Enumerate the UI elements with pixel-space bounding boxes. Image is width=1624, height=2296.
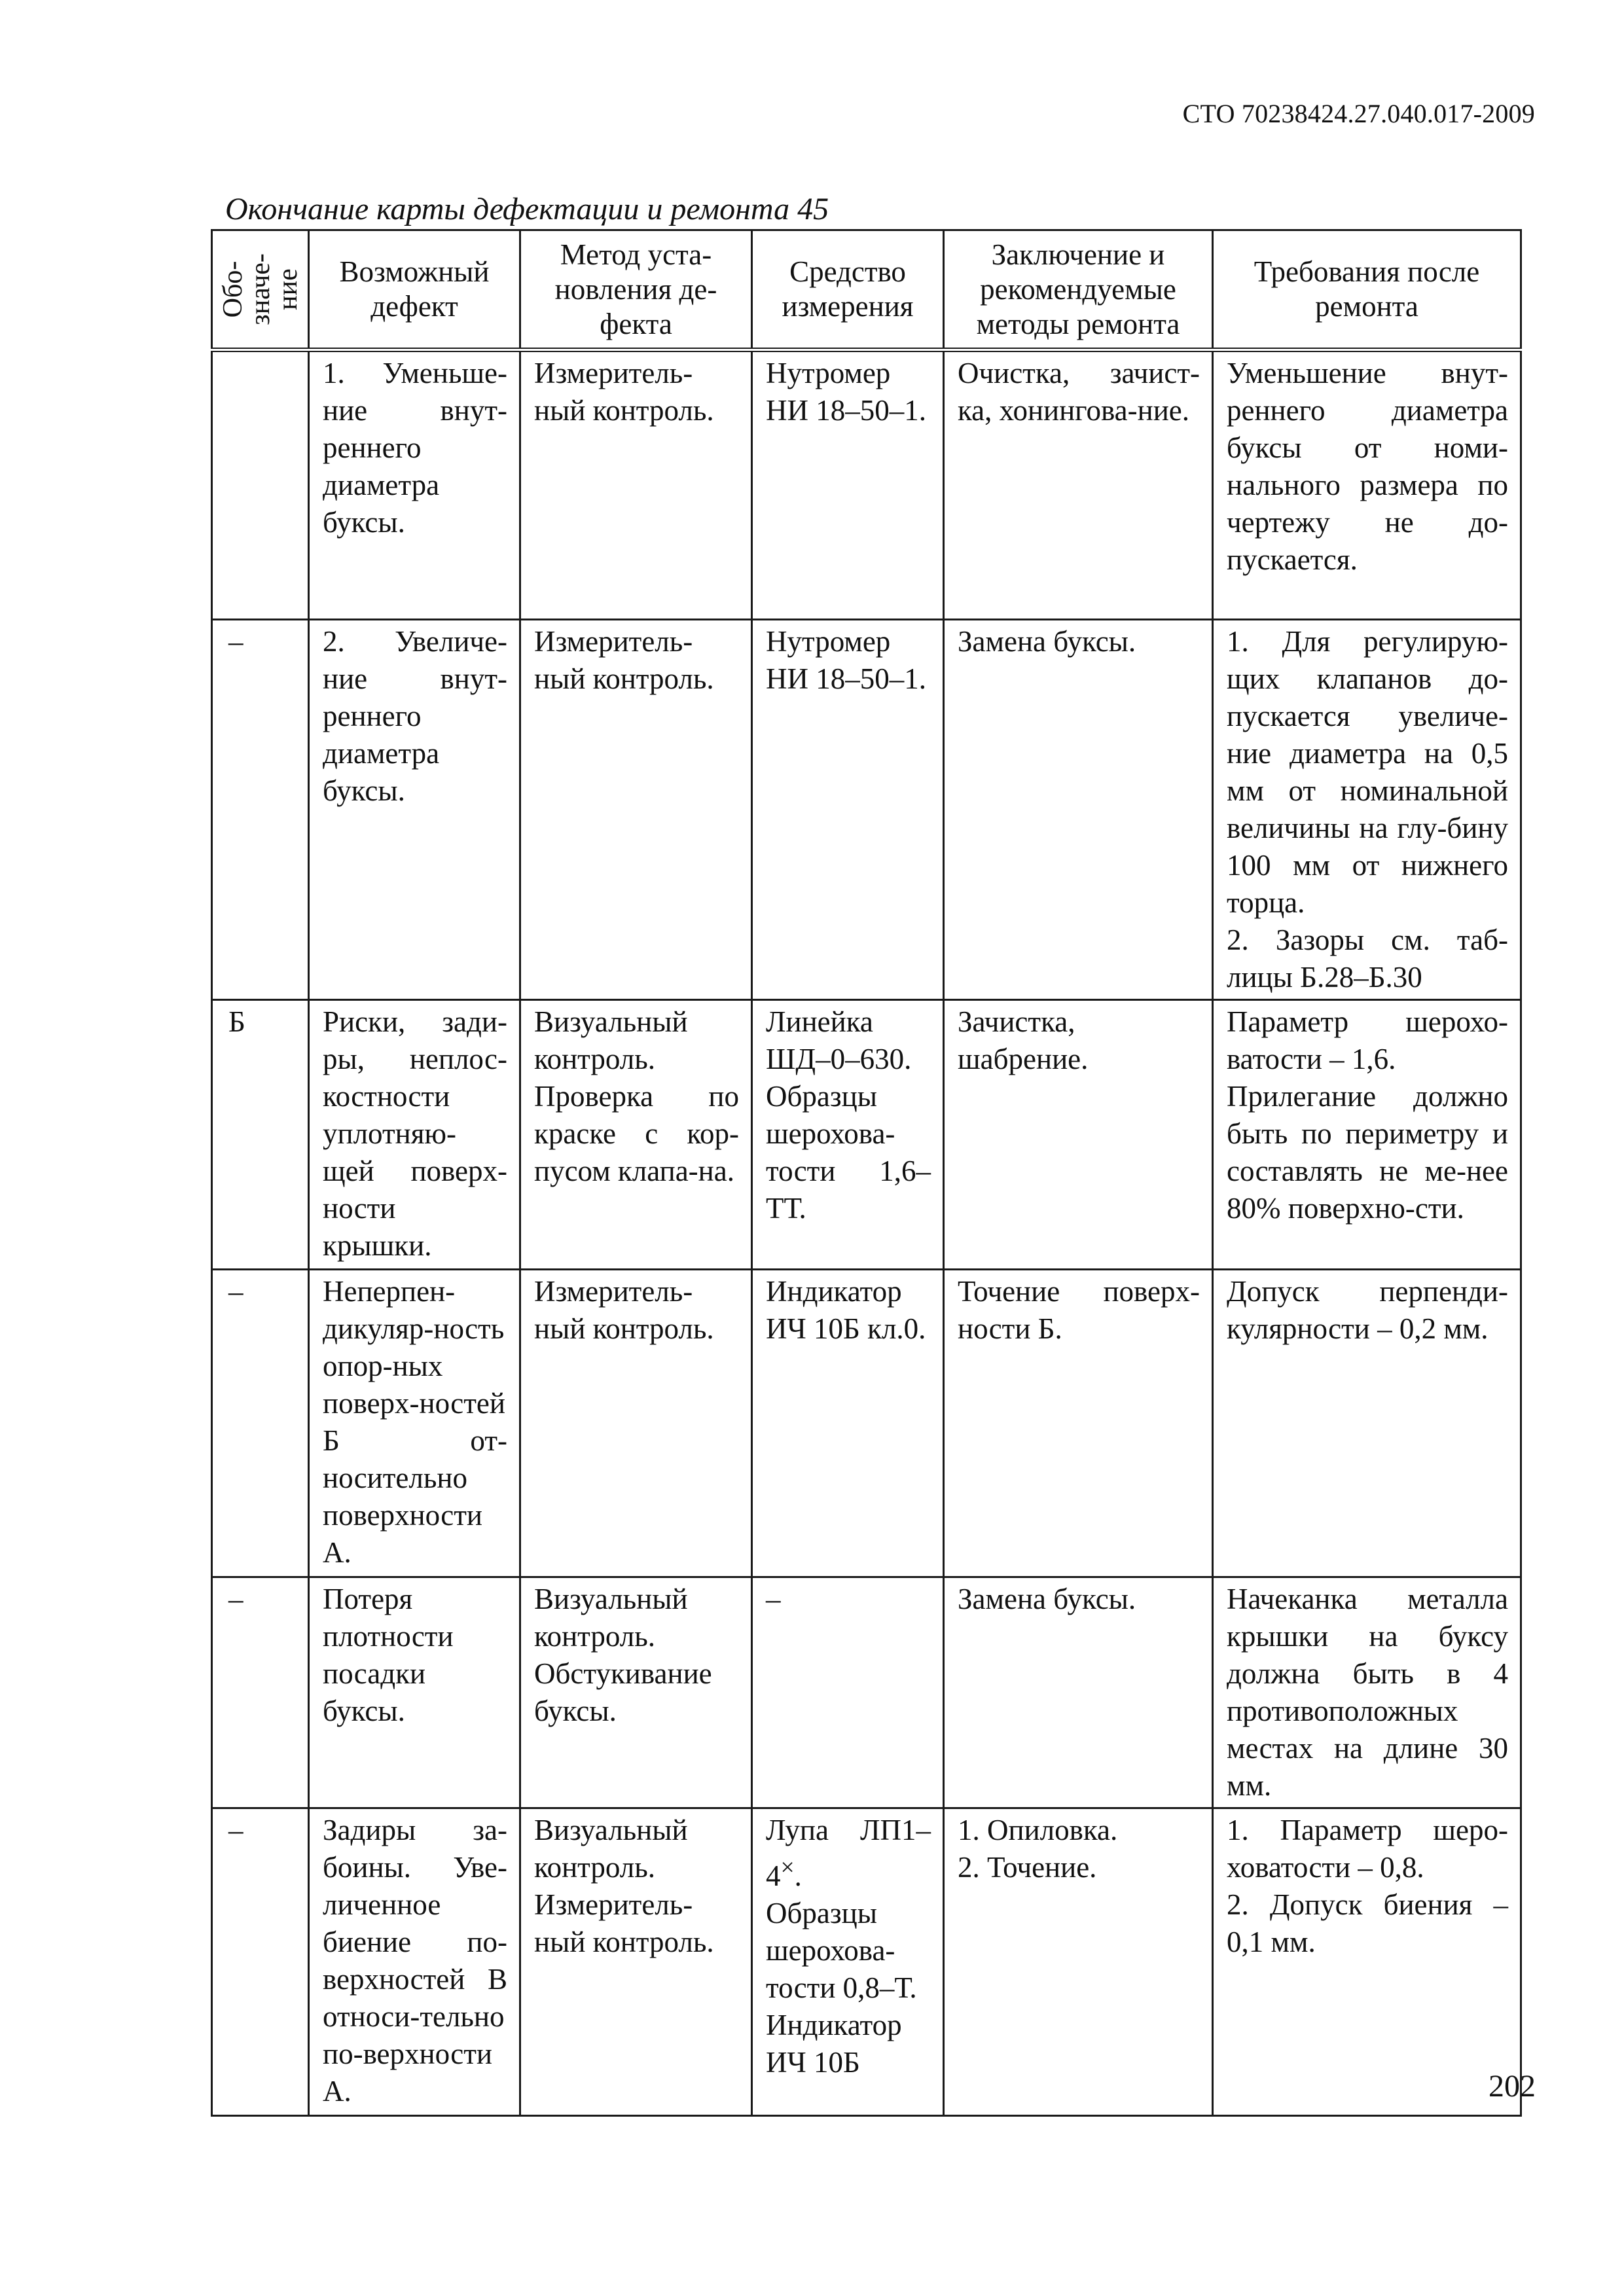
cell-designation: Б	[212, 1000, 309, 1270]
page-number: 202	[1489, 2069, 1536, 2104]
cell-method	[520, 1000, 752, 1270]
cell-designation: –	[212, 1577, 309, 1808]
magnification-mark: ×	[780, 1854, 795, 1881]
header-designation-line: Обо-	[217, 260, 248, 318]
cell-defect: Потеря плотности посадки буксы.	[309, 1577, 520, 1808]
instrument-item: Индикатор ИЧ 10Б	[766, 2009, 902, 2079]
header-defect: Возможный дефект	[309, 230, 520, 350]
cell-requirements	[1213, 1000, 1521, 1270]
cell-method: Измеритель-ный контроль.	[520, 620, 752, 1000]
cell-designation: –	[212, 1270, 309, 1577]
cell-repair	[944, 1808, 1213, 2116]
method-item: Измеритель-ный контроль.	[534, 1888, 714, 1958]
instrument-period: .	[794, 1859, 802, 1892]
cell-defect: Задиры за-боины. Уве-личенное биение по-верхностей В относи-тельно по-верхности А.	[309, 1808, 520, 2116]
header-designation-line: значе-	[245, 253, 276, 325]
table-row	[212, 620, 1521, 1000]
requirement-item: 2. Зазоры см. таб-лицы Б.28–Б.30	[1227, 924, 1508, 994]
repair-item: 2. Точение.	[958, 1851, 1097, 1884]
cell-instrument: Нутромер НИ 18–50–1.	[752, 620, 944, 1000]
cell-repair: Зачистка, шабрение.	[944, 1000, 1213, 1270]
table-row	[212, 1808, 1521, 2116]
cell-designation: –	[212, 620, 309, 1000]
requirement-item: Параметр шерохо-ватости – 1,6.	[1227, 1005, 1508, 1075]
cell-method: Измеритель-ный контроль.	[520, 1270, 752, 1577]
cell-requirements	[1213, 1808, 1521, 2116]
table-row	[212, 1577, 1521, 1808]
cell-instrument	[752, 1808, 944, 2116]
cell-instrument: Нутромер НИ 18–50–1.	[752, 350, 944, 620]
requirement-item: 2. Допуск биения – 0,1 мм.	[1227, 1888, 1508, 1958]
repair-item: 1. Опиловка.	[958, 1814, 1118, 1846]
cell-requirements: Начеканка металла крышки на буксу должна быть в 4 противоположных местах на длине 30 мм.	[1213, 1577, 1521, 1808]
cell-defect: 2. Увеличе-ние внут-реннего диаметра буксы.	[309, 620, 520, 1000]
cell-defect: Риски, зади-ры, неплос-костности уплотняю-щей поверх-ности крышки.	[309, 1000, 520, 1270]
method-item: Визуальный контроль.	[534, 1583, 688, 1653]
method-item: Проверка по краске с кор-пусом клапа-на.	[534, 1080, 739, 1187]
table-row	[212, 1270, 1521, 1577]
cell-repair: Замена буксы.	[944, 620, 1213, 1000]
cell-defect: 1. Уменьше-ние внут-реннего диаметра буксы.	[309, 350, 520, 620]
method-item: Визуальный контроль.	[534, 1814, 688, 1884]
instrument-item: Линейка ШД–0–630.	[766, 1005, 912, 1075]
method-item: Обстукивание буксы.	[534, 1657, 712, 1727]
cell-instrument: –	[752, 1577, 944, 1808]
cell-requirements: Допуск перпенди-кулярности – 0,2 мм.	[1213, 1270, 1521, 1577]
instrument-item: Образцы шерохова-тости 1,6–ТТ.	[766, 1080, 931, 1225]
table-caption: Окончание карты дефектации и ремонта 45	[225, 192, 829, 226]
header-method: Метод уста-новления де-фекта	[520, 230, 752, 350]
cell-requirements: Уменьшение внут-реннего диаметра буксы от номи-нального размера по чертежу не до-пускается.	[1213, 350, 1521, 620]
cell-method	[520, 1808, 752, 2116]
header-requirements: Требования после ремонта	[1213, 230, 1521, 350]
cell-repair: Точение поверх-ности Б.	[944, 1270, 1213, 1577]
document-code: СТО 70238424.27.040.017-2009	[1182, 99, 1535, 128]
instrument-item	[766, 1812, 931, 1895]
header-instrument: Средство измерения	[752, 230, 944, 350]
cell-designation: –	[212, 1808, 309, 2116]
requirement-item: 1. Параметр шеро-ховатости – 0,8.	[1227, 1814, 1508, 1884]
header-designation-line: ние	[272, 268, 303, 310]
cell-defect: Неперпен-дикуляр-ность опор-ных поверх-ностей Б от-носительно поверхности А.	[309, 1270, 520, 1577]
instrument-magnifier: Лупа ЛП1–4	[766, 1814, 931, 1892]
table-row	[212, 1000, 1521, 1270]
cell-requirements	[1213, 620, 1521, 1000]
cell-instrument: Индикатор ИЧ 10Б кл.0.	[752, 1270, 944, 1577]
cell-designation	[212, 350, 309, 620]
cell-method: Измеритель-ный контроль.	[520, 350, 752, 620]
defect-repair-table	[211, 229, 1522, 2117]
header-designation	[212, 230, 309, 350]
cell-repair: Замена буксы.	[944, 1577, 1213, 1808]
requirement-item: 1. Для регулирую-щих клапанов до-пускается увеличе-ние диаметра на 0,5 мм от номинальной величины на глу-бину 100 мм от нижнего торца.	[1227, 625, 1508, 919]
instrument-item: Образцы шерохова-тости 0,8–Т.	[766, 1897, 917, 2004]
cell-repair: Очистка, зачист-ка, хонингова-ние.	[944, 350, 1213, 620]
table-row	[212, 350, 1521, 620]
requirement-item: Прилегание должно быть по периметру и составлять не ме-нее 80% поверхно-сти.	[1227, 1080, 1508, 1225]
table-header-row	[212, 230, 1521, 350]
cell-instrument	[752, 1000, 944, 1270]
header-repair: Заключение и рекомендуемые методы ремонта	[944, 230, 1213, 350]
cell-method	[520, 1577, 752, 1808]
method-item: Визуальный контроль.	[534, 1005, 688, 1075]
